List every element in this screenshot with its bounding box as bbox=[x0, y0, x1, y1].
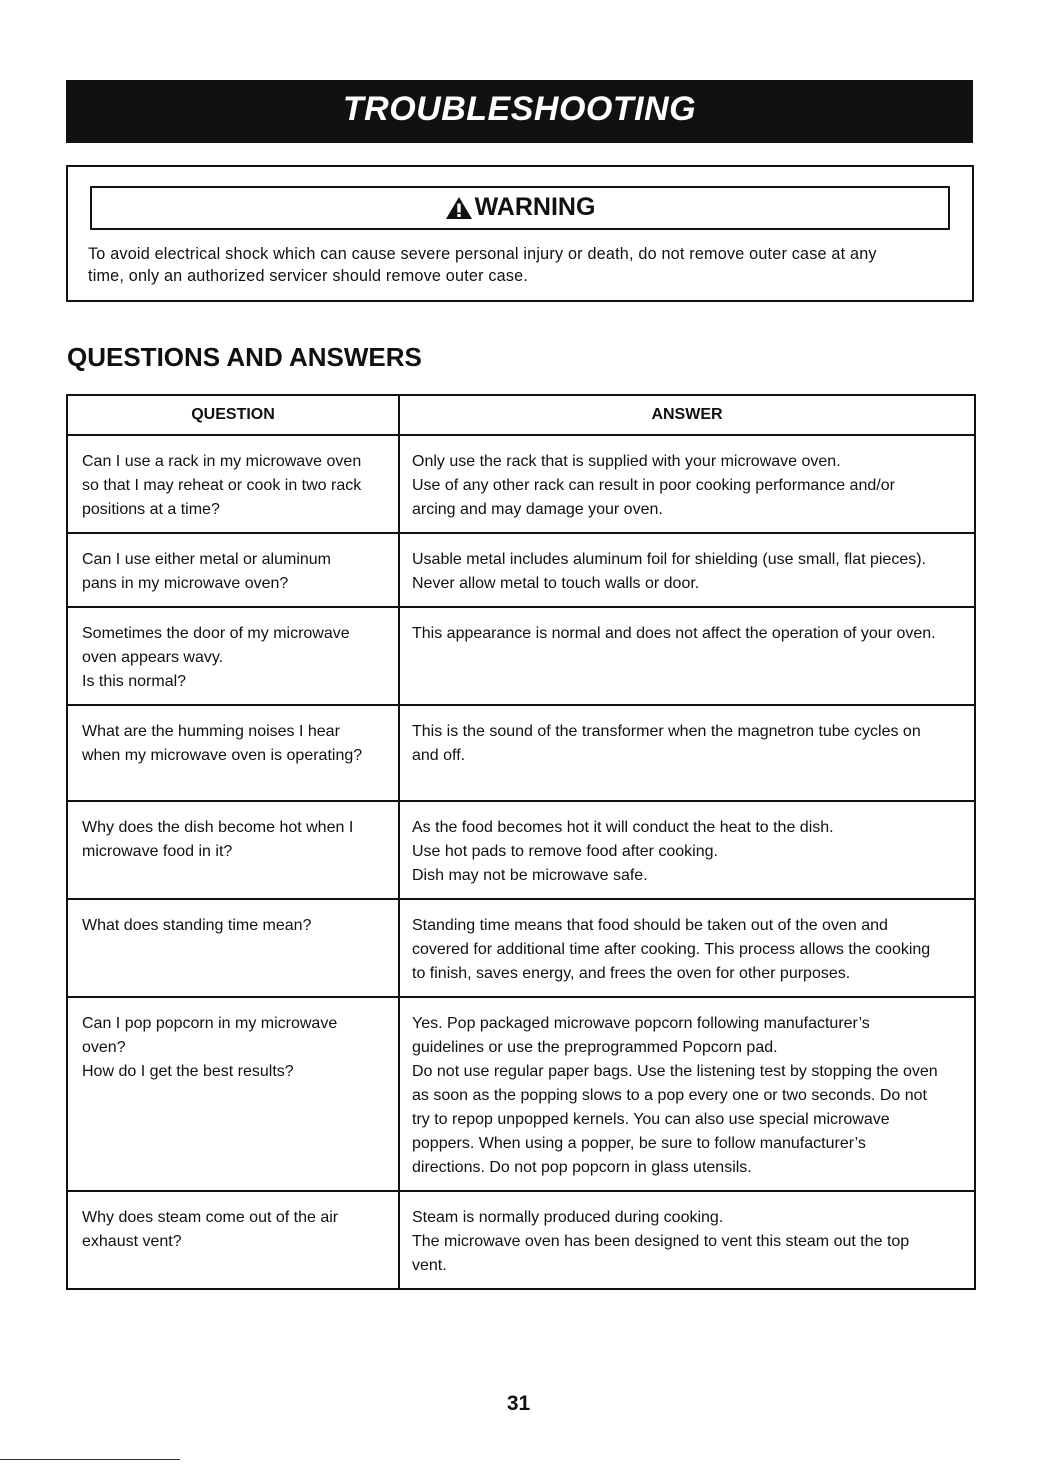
question-cell: Sometimes the door of my microwave oven appears wavy. Is this normal? bbox=[67, 607, 399, 705]
table-row bbox=[67, 435, 975, 533]
section-heading: QUESTIONS AND ANSWERS bbox=[67, 342, 422, 372]
answer-cell: Yes. Pop packaged microwave popcorn following manufacturer’s guidelines or use the preprogrammed Popcorn pad. Do not use regular paper bags. Use the listening test by stopping the oven as soon as the popping slows to a pop every one or two seconds. Do not try to repop unpopped kernels. You can also use special microwave poppers. When using a popper, be sure to follow manufacturer’s directions. Do not pop popcorn in glass utensils. bbox=[399, 997, 975, 1191]
footer-rule bbox=[0, 1459, 180, 1460]
warning-triangle-icon bbox=[445, 196, 473, 220]
table-header-row bbox=[67, 395, 975, 435]
warning-heading: WARNING bbox=[474, 193, 596, 221]
question-cell: What does standing time mean? bbox=[67, 899, 399, 997]
page-number: 31 bbox=[506, 1392, 531, 1415]
warning-box bbox=[66, 165, 974, 302]
question-cell: Can I use either metal or aluminum pans in my microwave oven? bbox=[67, 533, 399, 607]
answer-cell: Usable metal includes aluminum foil for shielding (use small, flat pieces). Never allow metal to touch walls or door. bbox=[399, 533, 975, 607]
question-cell: Can I use a rack in my microwave oven so that I may reheat or cook in two rack positions at a time? bbox=[67, 435, 399, 533]
answer-cell: Steam is normally produced during cooking. The microwave oven has been designed to vent this steam out the top vent. bbox=[399, 1191, 975, 1289]
qa-table bbox=[66, 394, 976, 1290]
answer-cell: As the food becomes hot it will conduct the heat to the dish. Use hot pads to remove food after cooking. Dish may not be microwave safe. bbox=[399, 801, 975, 899]
warning-header bbox=[90, 186, 950, 230]
answer-column-header: ANSWER bbox=[399, 395, 975, 435]
table-row bbox=[67, 801, 975, 899]
table-row bbox=[67, 705, 975, 801]
question-cell: Why does steam come out of the air exhaust vent? bbox=[67, 1191, 399, 1289]
answer-cell: This appearance is normal and does not affect the operation of your oven. bbox=[399, 607, 975, 705]
table-row bbox=[67, 1191, 975, 1289]
table-row bbox=[67, 533, 975, 607]
page-title: TROUBLESHOOTING bbox=[342, 90, 697, 128]
question-column-header: QUESTION bbox=[67, 395, 399, 435]
table-row bbox=[67, 607, 975, 705]
answer-cell: Standing time means that food should be taken out of the oven and covered for additional time after cooking. This process allows the cooking to finish, saves energy, and frees the oven for other purposes. bbox=[399, 899, 975, 997]
question-cell: Can I pop popcorn in my microwave oven? How do I get the best results? bbox=[67, 997, 399, 1191]
title-banner bbox=[66, 80, 973, 143]
question-cell: Why does the dish become hot when I microwave food in it? bbox=[67, 801, 399, 899]
answer-cell: This is the sound of the transformer when the magnetron tube cycles on and off. bbox=[399, 705, 975, 801]
table-row bbox=[67, 899, 975, 997]
table-row bbox=[67, 997, 975, 1191]
question-cell: What are the humming noises I hear when my microwave oven is operating? bbox=[67, 705, 399, 801]
answer-cell: Only use the rack that is supplied with your microwave oven. Use of any other rack can result in poor cooking performance and/or arcing and may damage your oven. bbox=[399, 435, 975, 533]
warning-text: To avoid electrical shock which can cause severe personal injury or death, do not remove outer case at any time, only an authorized servicer should remove outer case. bbox=[88, 245, 877, 285]
